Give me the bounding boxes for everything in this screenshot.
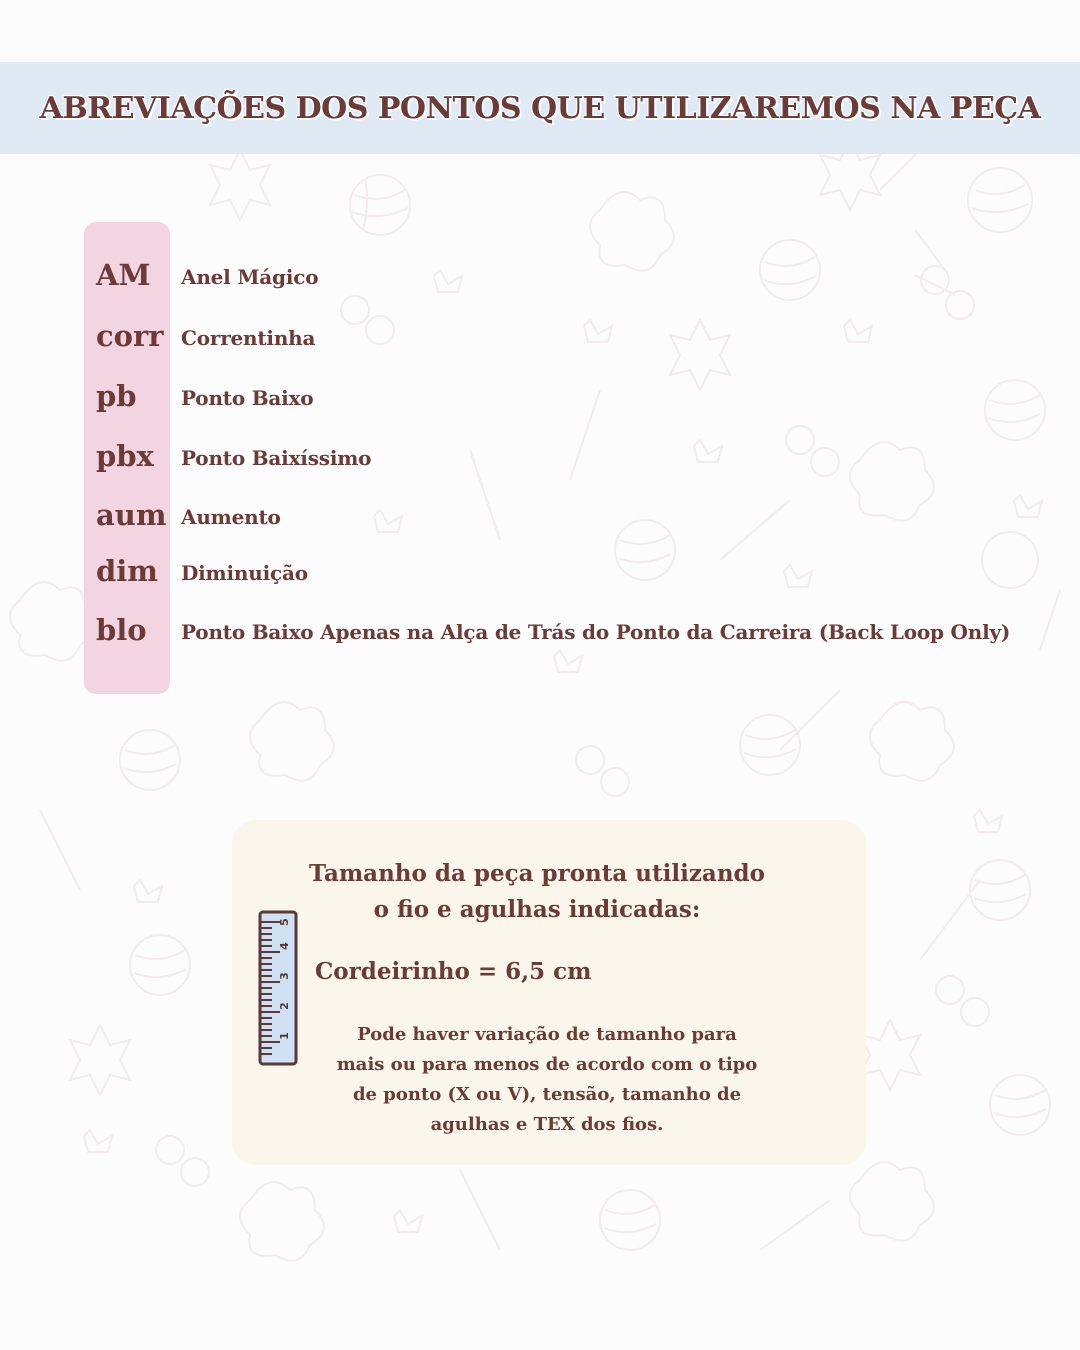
ruler-number: 4 — [278, 942, 291, 950]
abbreviation-row-am — [0, 255, 1080, 295]
ruler-number: 1 — [278, 1032, 291, 1040]
note-line: de ponto (X ou V), tensão, tamanho de — [352, 1084, 742, 1105]
note-line: mais ou para menos de acordo com o tipo — [336, 1054, 758, 1075]
finished-size-value: Cordeirinho = 6,5 cm — [315, 958, 592, 985]
finished-size-heading — [232, 856, 842, 928]
abbreviation-description: Ponto Baixíssimo — [181, 446, 372, 470]
abbreviation-description: Anel Mágico — [181, 265, 319, 289]
heading-line: Tamanho da peça pronta utilizando — [309, 860, 765, 887]
heading-line: o fio e agulhas indicadas: — [373, 896, 701, 923]
ruler-number: 5 — [278, 918, 291, 926]
abbreviation-row-aum — [0, 495, 1080, 535]
abbreviation-code: AM — [96, 258, 151, 292]
abbreviation-code: dim — [96, 554, 158, 588]
abbreviation-code: blo — [96, 613, 147, 647]
abbreviation-row-dim — [0, 551, 1080, 591]
abbreviation-description: Ponto Baixo Apenas na Alça de Trás do Ponto da Carreira (Back Loop Only) — [181, 620, 1011, 644]
abbreviation-row-pb — [0, 376, 1080, 416]
page-title: ABREVIAÇÕES DOS PONTOS QUE UTILIZAREMOS NA PEÇA — [39, 90, 1041, 126]
abbreviation-code: pbx — [96, 439, 154, 473]
ruler-number: 3 — [278, 972, 291, 980]
header-band — [0, 62, 1080, 154]
abbreviation-row-corr — [0, 316, 1080, 356]
abbreviation-description: Correntinha — [181, 326, 316, 350]
abbreviation-code: aum — [96, 498, 167, 532]
abbreviation-row-pbx — [0, 436, 1080, 476]
note-line: agulhas e TEX dos fios. — [430, 1114, 664, 1135]
abbreviation-code: corr — [96, 319, 164, 353]
note-line: Pode haver variação de tamanho para — [357, 1024, 737, 1045]
finished-size-card — [232, 820, 866, 1165]
abbreviation-description: Ponto Baixo — [181, 386, 314, 410]
abbreviation-code: pb — [96, 379, 137, 413]
abbreviation-description: Aumento — [181, 505, 281, 529]
ruler-icon — [254, 908, 302, 1068]
abbreviation-row-blo — [0, 610, 1080, 650]
abbreviation-description: Diminuição — [181, 561, 308, 585]
size-variation-note — [322, 1020, 772, 1140]
ruler-number: 2 — [278, 1002, 291, 1010]
